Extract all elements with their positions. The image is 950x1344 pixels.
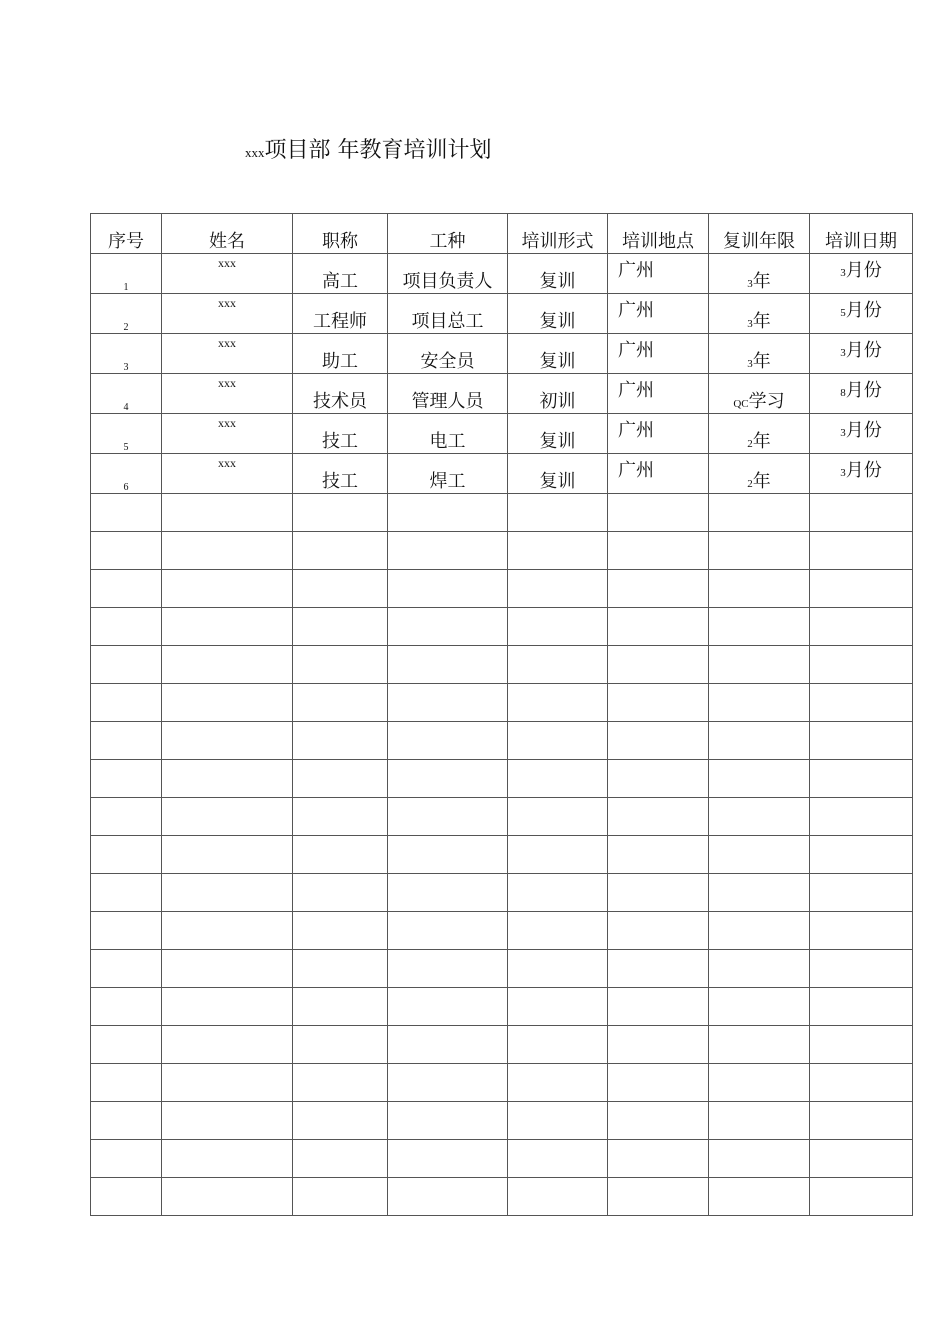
row-number: 6 bbox=[91, 454, 162, 494]
empty-cell bbox=[293, 1026, 388, 1064]
empty-table-row bbox=[91, 950, 913, 988]
empty-cell bbox=[508, 836, 608, 874]
empty-cell bbox=[293, 570, 388, 608]
empty-cell bbox=[608, 912, 709, 950]
empty-cell bbox=[162, 532, 293, 570]
empty-cell bbox=[508, 532, 608, 570]
empty-cell bbox=[388, 1178, 508, 1216]
empty-cell bbox=[810, 912, 913, 950]
empty-cell bbox=[162, 1140, 293, 1178]
empty-cell bbox=[293, 1064, 388, 1102]
empty-table-row bbox=[91, 836, 913, 874]
empty-cell bbox=[162, 684, 293, 722]
empty-cell bbox=[388, 570, 508, 608]
empty-cell bbox=[810, 988, 913, 1026]
training-place: 广州 bbox=[608, 334, 709, 374]
empty-cell bbox=[293, 646, 388, 684]
job-title: 技工 bbox=[293, 454, 388, 494]
empty-cell bbox=[91, 1140, 162, 1178]
empty-cell bbox=[91, 684, 162, 722]
empty-cell bbox=[608, 988, 709, 1026]
empty-cell bbox=[608, 532, 709, 570]
empty-cell bbox=[388, 912, 508, 950]
empty-cell bbox=[709, 912, 810, 950]
title-prefix: xxx bbox=[245, 145, 265, 160]
empty-cell bbox=[388, 608, 508, 646]
empty-cell bbox=[508, 1064, 608, 1102]
training-place: 广州 bbox=[608, 454, 709, 494]
row-number: 5 bbox=[91, 414, 162, 454]
empty-cell bbox=[810, 722, 913, 760]
empty-cell bbox=[810, 950, 913, 988]
training-form: 复训 bbox=[508, 294, 608, 334]
empty-cell bbox=[810, 570, 913, 608]
training-form: 复训 bbox=[508, 454, 608, 494]
person-name: xxx bbox=[162, 334, 293, 374]
empty-cell bbox=[162, 494, 293, 532]
empty-cell bbox=[608, 874, 709, 912]
trade: 管理人员 bbox=[388, 374, 508, 414]
empty-cell bbox=[709, 1140, 810, 1178]
trade: 项目负责人 bbox=[388, 254, 508, 294]
empty-cell bbox=[508, 1026, 608, 1064]
empty-cell bbox=[810, 608, 913, 646]
header-cell: 职称 bbox=[293, 214, 388, 254]
empty-cell bbox=[293, 608, 388, 646]
empty-cell bbox=[293, 1102, 388, 1140]
empty-cell bbox=[709, 1026, 810, 1064]
empty-cell bbox=[91, 760, 162, 798]
person-name: xxx bbox=[162, 254, 293, 294]
empty-table-row bbox=[91, 684, 913, 722]
empty-cell bbox=[810, 1140, 913, 1178]
empty-cell bbox=[709, 950, 810, 988]
empty-table-row bbox=[91, 760, 913, 798]
training-date: 3月份 bbox=[810, 334, 913, 374]
table-row bbox=[91, 334, 913, 374]
empty-table-row bbox=[91, 532, 913, 570]
empty-cell bbox=[293, 950, 388, 988]
empty-cell bbox=[293, 1178, 388, 1216]
empty-cell bbox=[810, 494, 913, 532]
empty-cell bbox=[508, 950, 608, 988]
empty-cell bbox=[508, 684, 608, 722]
empty-cell bbox=[810, 1026, 913, 1064]
empty-cell bbox=[709, 760, 810, 798]
empty-cell bbox=[91, 722, 162, 760]
empty-cell bbox=[162, 798, 293, 836]
empty-cell bbox=[293, 684, 388, 722]
empty-cell bbox=[388, 950, 508, 988]
header-cell: 复训年限 bbox=[709, 214, 810, 254]
empty-cell bbox=[162, 760, 293, 798]
training-date: 3月份 bbox=[810, 254, 913, 294]
table-row bbox=[91, 374, 913, 414]
empty-cell bbox=[709, 1178, 810, 1216]
retraining-years: 3年 bbox=[709, 254, 810, 294]
job-title: 助工 bbox=[293, 334, 388, 374]
empty-table-row bbox=[91, 1102, 913, 1140]
empty-cell bbox=[508, 760, 608, 798]
empty-cell bbox=[388, 798, 508, 836]
empty-cell bbox=[608, 798, 709, 836]
empty-table-row bbox=[91, 798, 913, 836]
empty-cell bbox=[608, 684, 709, 722]
training-date: 3月份 bbox=[810, 414, 913, 454]
empty-cell bbox=[709, 1102, 810, 1140]
empty-cell bbox=[508, 1102, 608, 1140]
empty-cell bbox=[388, 874, 508, 912]
empty-cell bbox=[162, 912, 293, 950]
retraining-years: 2年 bbox=[709, 414, 810, 454]
empty-table-row bbox=[91, 494, 913, 532]
empty-cell bbox=[293, 532, 388, 570]
empty-cell bbox=[162, 608, 293, 646]
empty-cell bbox=[293, 988, 388, 1026]
empty-cell bbox=[810, 798, 913, 836]
empty-table-row bbox=[91, 1178, 913, 1216]
row-number: 4 bbox=[91, 374, 162, 414]
job-title: 高工 bbox=[293, 254, 388, 294]
empty-cell bbox=[608, 950, 709, 988]
person-name: xxx bbox=[162, 414, 293, 454]
empty-cell bbox=[293, 798, 388, 836]
empty-cell bbox=[91, 646, 162, 684]
table-row bbox=[91, 454, 913, 494]
empty-table-row bbox=[91, 608, 913, 646]
empty-cell bbox=[810, 532, 913, 570]
row-number: 1 bbox=[91, 254, 162, 294]
empty-cell bbox=[810, 1064, 913, 1102]
empty-cell bbox=[162, 836, 293, 874]
empty-cell bbox=[91, 798, 162, 836]
empty-cell bbox=[508, 988, 608, 1026]
empty-cell bbox=[162, 950, 293, 988]
training-date: 8月份 bbox=[810, 374, 913, 414]
header-cell: 工种 bbox=[388, 214, 508, 254]
training-date: 3月份 bbox=[810, 454, 913, 494]
empty-cell bbox=[608, 646, 709, 684]
empty-cell bbox=[508, 608, 608, 646]
header-cell: 培训地点 bbox=[608, 214, 709, 254]
empty-cell bbox=[162, 988, 293, 1026]
empty-cell bbox=[508, 494, 608, 532]
empty-cell bbox=[162, 722, 293, 760]
empty-cell bbox=[508, 798, 608, 836]
empty-cell bbox=[709, 836, 810, 874]
empty-cell bbox=[91, 950, 162, 988]
empty-cell bbox=[608, 1064, 709, 1102]
empty-cell bbox=[91, 988, 162, 1026]
empty-cell bbox=[293, 722, 388, 760]
job-title: 工程师 bbox=[293, 294, 388, 334]
empty-cell bbox=[810, 646, 913, 684]
empty-cell bbox=[709, 570, 810, 608]
empty-cell bbox=[162, 1064, 293, 1102]
empty-cell bbox=[388, 760, 508, 798]
empty-cell bbox=[709, 1064, 810, 1102]
empty-cell bbox=[709, 494, 810, 532]
empty-cell bbox=[709, 532, 810, 570]
title-text: 项目部 年教育培训计划 bbox=[264, 138, 492, 163]
empty-cell bbox=[608, 836, 709, 874]
training-place: 广州 bbox=[608, 374, 709, 414]
training-form: 初训 bbox=[508, 374, 608, 414]
empty-cell bbox=[91, 1026, 162, 1064]
empty-cell bbox=[162, 1178, 293, 1216]
empty-cell bbox=[508, 646, 608, 684]
empty-cell bbox=[293, 1140, 388, 1178]
empty-cell bbox=[162, 874, 293, 912]
training-form: 复训 bbox=[508, 334, 608, 374]
training-form: 复训 bbox=[508, 254, 608, 294]
empty-cell bbox=[91, 912, 162, 950]
empty-table-row bbox=[91, 912, 913, 950]
empty-cell bbox=[293, 912, 388, 950]
empty-cell bbox=[608, 722, 709, 760]
empty-table-row bbox=[91, 988, 913, 1026]
empty-cell bbox=[388, 1140, 508, 1178]
empty-cell bbox=[91, 494, 162, 532]
empty-cell bbox=[709, 874, 810, 912]
empty-cell bbox=[709, 608, 810, 646]
empty-table-row bbox=[91, 874, 913, 912]
page-title bbox=[245, 133, 492, 164]
empty-cell bbox=[709, 798, 810, 836]
empty-table-row bbox=[91, 570, 913, 608]
empty-cell bbox=[293, 874, 388, 912]
header-cell: 姓名 bbox=[162, 214, 293, 254]
empty-cell bbox=[293, 494, 388, 532]
empty-cell bbox=[508, 722, 608, 760]
empty-cell bbox=[91, 608, 162, 646]
empty-cell bbox=[608, 1140, 709, 1178]
training-place: 广州 bbox=[608, 254, 709, 294]
empty-cell bbox=[810, 836, 913, 874]
empty-cell bbox=[608, 1026, 709, 1064]
empty-cell bbox=[91, 1102, 162, 1140]
table-row bbox=[91, 294, 913, 334]
empty-cell bbox=[508, 570, 608, 608]
empty-cell bbox=[709, 988, 810, 1026]
empty-cell bbox=[162, 1102, 293, 1140]
empty-cell bbox=[608, 1102, 709, 1140]
job-title: 技术员 bbox=[293, 374, 388, 414]
empty-cell bbox=[709, 684, 810, 722]
training-form: 复训 bbox=[508, 414, 608, 454]
empty-cell bbox=[388, 684, 508, 722]
empty-cell bbox=[91, 532, 162, 570]
empty-cell bbox=[810, 874, 913, 912]
retraining-years: 3年 bbox=[709, 294, 810, 334]
training-plan-table bbox=[90, 213, 913, 1216]
trade: 项目总工 bbox=[388, 294, 508, 334]
empty-cell bbox=[810, 1102, 913, 1140]
person-name: xxx bbox=[162, 294, 293, 334]
empty-cell bbox=[608, 494, 709, 532]
empty-cell bbox=[293, 836, 388, 874]
retraining-years: QC学习 bbox=[709, 374, 810, 414]
empty-table-row bbox=[91, 1026, 913, 1064]
empty-cell bbox=[91, 1178, 162, 1216]
empty-cell bbox=[608, 1178, 709, 1216]
empty-cell bbox=[810, 760, 913, 798]
training-date: 5月份 bbox=[810, 294, 913, 334]
empty-table-row bbox=[91, 1140, 913, 1178]
empty-cell bbox=[91, 874, 162, 912]
header-cell: 序号 bbox=[91, 214, 162, 254]
empty-cell bbox=[810, 1178, 913, 1216]
job-title: 技工 bbox=[293, 414, 388, 454]
empty-cell bbox=[508, 874, 608, 912]
header-cell: 培训日期 bbox=[810, 214, 913, 254]
trade: 电工 bbox=[388, 414, 508, 454]
empty-cell bbox=[508, 912, 608, 950]
table-row bbox=[91, 414, 913, 454]
empty-cell bbox=[162, 1026, 293, 1064]
person-name: xxx bbox=[162, 454, 293, 494]
table-row bbox=[91, 254, 913, 294]
empty-cell bbox=[388, 1102, 508, 1140]
empty-table-row bbox=[91, 722, 913, 760]
empty-cell bbox=[91, 836, 162, 874]
table-header-row bbox=[91, 214, 913, 254]
empty-cell bbox=[91, 570, 162, 608]
empty-cell bbox=[608, 570, 709, 608]
header-cell: 培训形式 bbox=[508, 214, 608, 254]
empty-cell bbox=[709, 646, 810, 684]
retraining-years: 3年 bbox=[709, 334, 810, 374]
empty-table-row bbox=[91, 1064, 913, 1102]
empty-cell bbox=[388, 494, 508, 532]
training-place: 广州 bbox=[608, 414, 709, 454]
empty-cell bbox=[388, 646, 508, 684]
retraining-years: 2年 bbox=[709, 454, 810, 494]
empty-cell bbox=[508, 1140, 608, 1178]
empty-cell bbox=[709, 722, 810, 760]
empty-cell bbox=[508, 1178, 608, 1216]
empty-cell bbox=[388, 1026, 508, 1064]
trade: 焊工 bbox=[388, 454, 508, 494]
empty-cell bbox=[388, 988, 508, 1026]
empty-cell bbox=[388, 836, 508, 874]
row-number: 3 bbox=[91, 334, 162, 374]
empty-cell bbox=[162, 646, 293, 684]
empty-cell bbox=[388, 722, 508, 760]
empty-cell bbox=[91, 1064, 162, 1102]
empty-cell bbox=[608, 608, 709, 646]
empty-cell bbox=[293, 760, 388, 798]
person-name: xxx bbox=[162, 374, 293, 414]
empty-table-row bbox=[91, 646, 913, 684]
empty-cell bbox=[388, 1064, 508, 1102]
empty-cell bbox=[388, 532, 508, 570]
empty-cell bbox=[810, 684, 913, 722]
empty-cell bbox=[608, 760, 709, 798]
row-number: 2 bbox=[91, 294, 162, 334]
training-place: 广州 bbox=[608, 294, 709, 334]
empty-cell bbox=[162, 570, 293, 608]
trade: 安全员 bbox=[388, 334, 508, 374]
